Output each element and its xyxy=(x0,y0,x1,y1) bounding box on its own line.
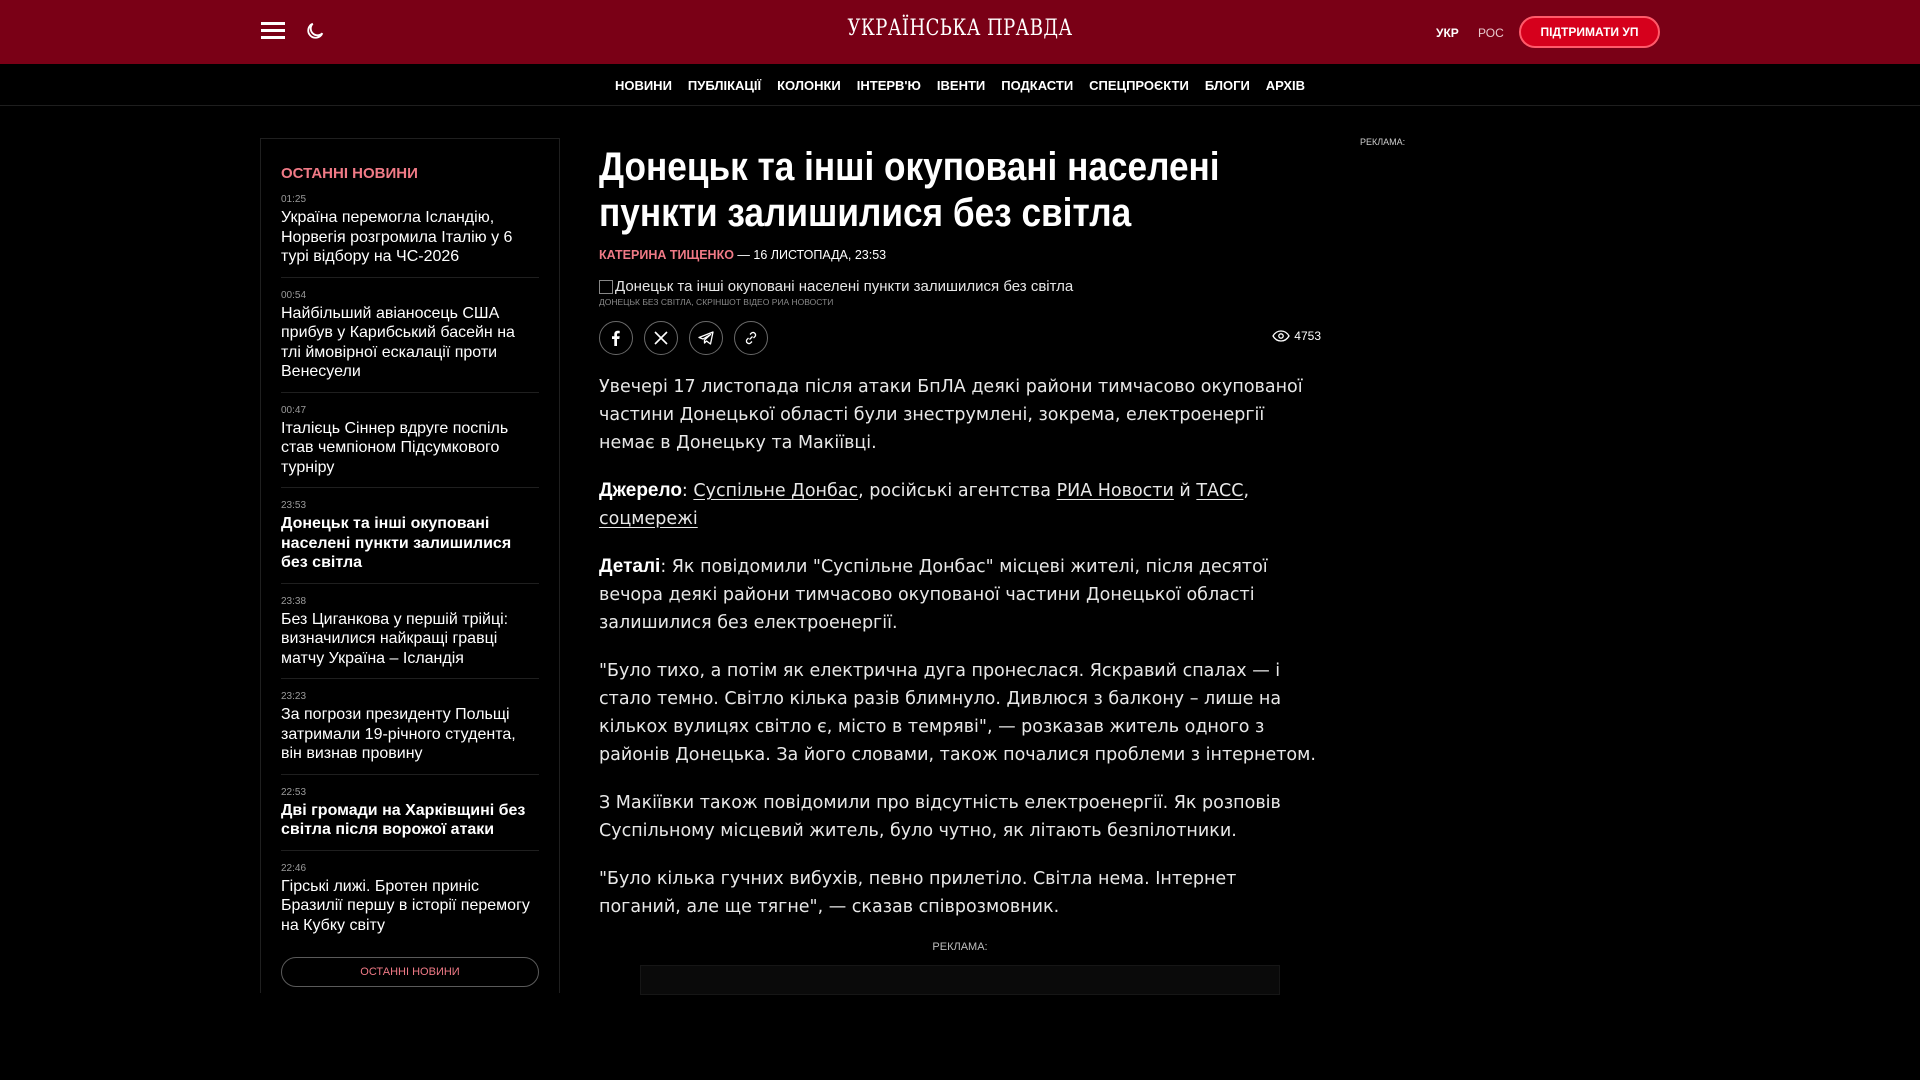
nav-item-publications[interactable]: ПУБЛІКАЦІЇ xyxy=(687,78,762,93)
source-link-ria[interactable]: РИА Новости xyxy=(1056,481,1174,501)
article-image xyxy=(599,278,1321,295)
news-headline[interactable]: Найбільший авіаносець США прибув у Карибський басейн на тлі ймовірної ескалації проти Венесуели xyxy=(281,304,515,380)
details-paragraph xyxy=(599,553,1321,637)
menu-icon[interactable] xyxy=(261,22,285,40)
nav-item-events[interactable]: ІВЕНТИ xyxy=(936,78,986,93)
news-item[interactable] xyxy=(281,679,539,775)
source-mid-text: , російські агентства xyxy=(858,481,1057,501)
article xyxy=(599,144,1321,995)
nav-item-columns[interactable]: КОЛОНКИ xyxy=(777,78,841,93)
article-byline xyxy=(599,248,1321,262)
nav-item-blogs[interactable]: БЛОГИ xyxy=(1204,78,1250,93)
author-link[interactable]: КАТЕРИНА ТИЩЕНКО xyxy=(599,248,734,262)
news-headline[interactable]: Дві громади на Харківщині без світла після ворожої атаки xyxy=(281,801,526,838)
source-link-social[interactable]: соцмережі xyxy=(599,509,698,529)
lang-ukr-link[interactable]: УКР xyxy=(1436,26,1459,40)
link-icon xyxy=(743,330,759,346)
news-headline[interactable]: За погрози президенту Польщі затримали 19-річного студента, він визнав провину xyxy=(281,706,516,762)
news-item[interactable] xyxy=(281,775,539,851)
news-time: 00:47 xyxy=(281,404,307,416)
image-alt-text: Донецьк та інші окуповані населені пункти залишилися без світла xyxy=(615,278,1074,295)
news-time: 23:38 xyxy=(281,595,307,607)
nav-item-special-projects[interactable]: СПЕЦПРОЄКТИ xyxy=(1089,78,1189,93)
news-time: 23:23 xyxy=(281,691,307,702)
eye-icon xyxy=(1272,330,1290,342)
lang-ros-link[interactable]: РОС xyxy=(1478,26,1504,40)
news-time: 22:46 xyxy=(281,862,307,874)
nav-item-archive[interactable]: АРХІВ xyxy=(1265,78,1306,93)
article-paragraph: "Було тихо, а потім як електрична дуга пронеслася. Яскравий спалах — і стало темно. Світло кілька разів блимнуло. Дивлюся з балкону – лише на кількох вулицях світло є, місто в темряві", — розказав житель одного з районів Донецька. За його словами, також почалися проблеми з інтернетом. xyxy=(599,661,1316,765)
facebook-share-button[interactable] xyxy=(599,321,633,355)
article-date: — 16 ЛИСТОПАДА, 23:53 xyxy=(733,248,887,262)
news-headline[interactable]: Донецьк та інші окуповані населені пункти залишилися без світла xyxy=(281,515,512,571)
news-item[interactable] xyxy=(281,584,539,680)
latest-news-sidebar xyxy=(260,138,560,993)
source-link-tass[interactable]: ТАСС xyxy=(1196,481,1244,501)
news-item[interactable] xyxy=(281,393,539,489)
support-button[interactable]: ПІДТРИМАТИ УП xyxy=(1519,16,1660,48)
news-time: 01:25 xyxy=(281,194,307,205)
article-title: Донецьк та інші окуповані населені пункти залишилися без світла xyxy=(599,145,1220,235)
x-share-button[interactable] xyxy=(644,321,678,355)
news-time: 00:54 xyxy=(281,289,307,301)
source-and-text: й xyxy=(1173,481,1197,501)
main-nav xyxy=(0,64,1920,106)
news-headline[interactable]: Без Циганкова у першій трійці: визначилися найкращі гравці матчу Україна – Ісландія xyxy=(281,610,509,667)
ad-label: РЕКЛАМА: xyxy=(932,941,988,953)
site-logo[interactable]: УКРАЇНСЬКА ПРАВДА xyxy=(847,16,1073,41)
all-latest-news-button[interactable]: ОСТАННІ НОВИНИ xyxy=(281,957,539,987)
dark-mode-icon[interactable] xyxy=(304,20,326,42)
broken-image-icon xyxy=(599,280,613,294)
news-headline[interactable]: Італієць Сіннер вдруге поспіль став чемпіоном Підсумкового турніру xyxy=(281,419,509,476)
sidebar-title: ОСТАННІ НОВИНИ xyxy=(281,165,418,182)
source-link-suspilne[interactable]: Суспільне Донбас xyxy=(693,481,859,501)
news-item[interactable] xyxy=(281,182,539,278)
facebook-icon xyxy=(608,330,624,346)
article-paragraph: Увечері 17 листопада після атаки БпЛА деякі райони тимчасово окупованої частини Донецької області були знеструмлені, зокрема, електроенергії немає в Донецьку та Макіївці. xyxy=(599,377,1303,453)
image-caption: ДОНЕЦЬК БЕЗ СВІТЛА, СКРІНШОТ ВІДЕО РИА НОВОСТИ xyxy=(599,297,834,307)
news-headline[interactable]: Гірські лижі. Бротен приніс Бразилії першу в історії перемогу на Кубку світу xyxy=(281,877,530,934)
details-label: Деталі xyxy=(599,556,661,577)
ad-slot[interactable] xyxy=(640,965,1280,995)
nav-item-interviews[interactable]: ІНТЕРВ'Ю xyxy=(856,78,921,93)
nav-item-podcasts[interactable]: ПОДКАСТИ xyxy=(1001,78,1074,93)
source-paragraph xyxy=(599,477,1321,533)
article-paragraph: З Макіївки також повідомили про відсутність електроенергії. Як розповів Суспільному місцевий житель, було чутно, як літають безпілотники. xyxy=(599,793,1281,841)
news-item[interactable] xyxy=(281,488,539,584)
nav-item-news[interactable]: НОВИНИ xyxy=(614,78,672,93)
right-ad-label: РЕКЛАМА: xyxy=(1360,137,1406,147)
news-time: 22:53 xyxy=(281,786,307,798)
copy-link-button[interactable] xyxy=(734,321,768,355)
share-bar xyxy=(599,321,1321,355)
news-time: 23:53 xyxy=(281,500,307,511)
top-bar xyxy=(0,0,1920,64)
article-body xyxy=(599,373,1321,921)
source-comma: , xyxy=(1243,481,1250,501)
telegram-icon xyxy=(698,330,714,346)
details-text: : Як повідомили "Суспільне Донбас" місцеві жителі, після десятої вечора деякі райони тимчасово окупованої частини Донецької області залишилися без електроенергії. xyxy=(599,557,1268,633)
views-counter xyxy=(1272,329,1321,343)
news-item[interactable] xyxy=(281,851,539,946)
source-sep: : xyxy=(681,481,694,501)
views-count: 4753 xyxy=(1294,329,1321,343)
telegram-share-button[interactable] xyxy=(689,321,723,355)
x-icon xyxy=(653,330,669,346)
news-headline[interactable]: Україна перемогла Ісландію, Норвегія розгромила Італію у 6 турі відбору на ЧС-2026 xyxy=(281,209,513,265)
article-paragraph: "Було кілька гучних вибухів, певно прилетіло. Світла нема. Інтернет поганий, але ще тягне", — сказав співрозмовник. xyxy=(599,869,1237,917)
source-label: Джерело xyxy=(599,480,682,501)
news-item[interactable] xyxy=(281,278,539,393)
